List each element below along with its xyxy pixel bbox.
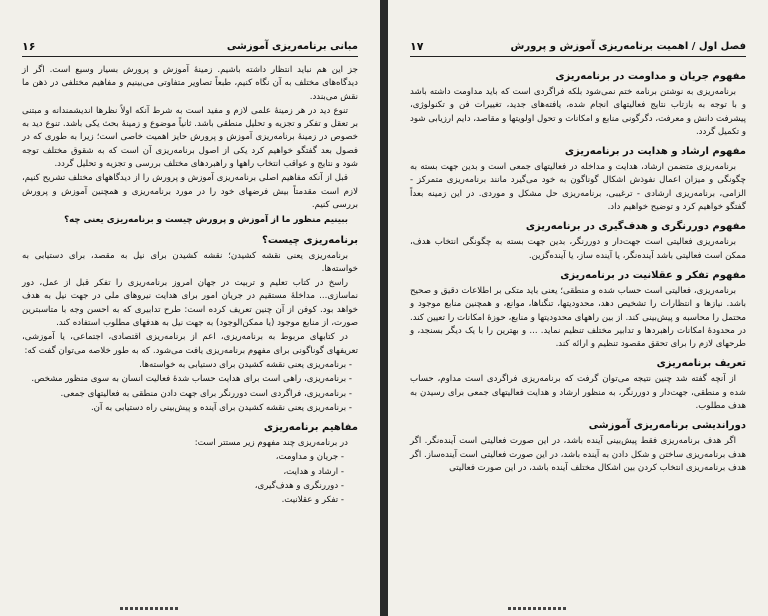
question-line: ببینیم منظور ما از آموزش و پرورش چیست و برنامه‌ریزی یعنی چه؟ bbox=[64, 215, 348, 226]
section-heading: مفهوم جریان و مداومت در برنامه‌ریزی bbox=[555, 71, 746, 82]
paragraph: اگر هدف برنامه‌ریزی فقط پیش‌بینی آینده باشد، در این صورت فعالیتی است آینده‌نگر. اگر هدف برنامه‌ریزی ساختن و شکل دادن به آینده باشد، در این صورت فعالیتی است آینده‌ساز. اگر هدف برنامه‌ریزی انتخاب کردن بین اشکال مختلف آینده باشد، در این صورت فعالیتی bbox=[410, 436, 746, 473]
bullet-item: - برنامه‌ریزی، راهی است برای هدایت حساب شدهٔ فعالیت انسان به سوی منظور مشخص. bbox=[31, 374, 352, 385]
running-title: فصل اول / اهمیت برنامه‌ریزی آموزش و پرورش bbox=[510, 41, 746, 52]
paragraph: برنامه‌ریزی به نوشتن برنامه ختم نمی‌شود بلکه فراگردی است که باید مداومت داشته باشد و با توجه به بازتاب نتایج فعالیتهای انجام شده، یافته‌های جدید، تغییرات فن و تکنولوژی، پیشرفت دانش و معرفت، دگرگونی منابع و امکانات و تحول اولویتها و مقاصد، دایم ارزیابی شود و تکمیل گردد. bbox=[410, 87, 746, 137]
concept-item: - دوررنگری و هدف‌گیری، bbox=[254, 481, 344, 492]
paragraph: از آنچه گفته شد چنین نتیجه می‌توان گرفت که برنامه‌ریزی فراگردی است مداوم، حساب شده و منطقی، جهت‌دار و دوررنگر، به منظور ارشاد و هدایت فعالیتهای جمعی برای رسیدن به هدف مطلوب. bbox=[410, 374, 746, 412]
section-heading: تعریف برنامه‌ریزی bbox=[656, 358, 746, 370]
concept-item: - جریان و مداومت، bbox=[275, 452, 344, 463]
bottom-rule bbox=[120, 607, 180, 610]
right-page bbox=[388, 0, 768, 616]
left-page-header bbox=[22, 40, 358, 57]
left-page-body bbox=[22, 64, 358, 509]
paragraph: برنامه‌ریزی، فعالیتی است حساب شده و منطقی؛ یعنی باید متکی بر اطلاعات دقیق و صحیح باشد. نیازها و انتظارات را تشخیص دهد، محدودیتها، تنگناها، موانع، و همچنین منابع موجود و محتمل را محاسبه و پیش‌بینی کند. از بین راههای محدودیتها و منابع، حوزهٔ امکانات را تعیین کند. در محدودهٔ امکانات راهبردها و تدابیر مختلف تنظیم نماید. ... و بهترین را با یک دیگر بسنجد، و طرحهای لازم را برای تحقق مقصود تنظیم و ارائه کند. bbox=[410, 285, 746, 350]
concept-item: - تفکر و عقلانیت. bbox=[281, 495, 344, 506]
section-heading: برنامه‌ریزی چیست؟ bbox=[262, 234, 358, 246]
section-heading: مفاهیم برنامه‌ریزی bbox=[263, 422, 358, 434]
bullet-item: - برنامه‌ریزی یعنی نقشه کشیدن برای آینده و پیش‌بینی راه دستیابی به آن. bbox=[90, 402, 352, 413]
paragraph: راسخ در کتاب تعلیم و تربیت در جهان امروز برنامه‌ریزی را تفکر قبل از عمل، دور نماسازی... مداخلهٔ مستقیم در جریان امور برای هدایت نیروهای ملی در جهت نیل به هدف خواهد بود. کوفن از آن چنین تعریف کرده است: طرح تدابیری که به احسن وجه با متاسبترین صورت، از منابع موجود (یا ممکن‌الوجود) به جهت نیل به هدفهای مطلوب استفاده کند. bbox=[22, 278, 358, 329]
bullet-item: - برنامه‌ریزی، فراگردی است دوررنگر برای جهت دادن منطقی به فعالیتهای جمعی. bbox=[60, 388, 352, 399]
book-gutter bbox=[380, 0, 388, 616]
section-heading: مفهوم دوررنگری و هدف‌گیری در برنامه‌ریزی bbox=[525, 221, 746, 233]
paragraph: برنامه‌ریزی فعالیتی است جهت‌دار و دوررنگر، بدین جهت بسته به چگونگی انتخاب هدف، ممکن است فعالیتی باشد آینده‌نگر، یا آینده ساز، یا آینده‌گزین. bbox=[410, 237, 746, 261]
page-number: ۱۶ bbox=[22, 40, 36, 53]
paragraph: تنوع دید در هر زمینهٔ علمی لازم و مفید است به شرط آنکه اولاً نظرها اندیشمندانه و مبتنی بر تعقل و تفکر و تجزیه و تحلیل منطقی باشد. ثانیاً موضوع و زمینهٔ بحث یکی باشد. تنوع دید به خصوص در زمینهٔ برنامه‌ریزی آموزش و پرورش حایز اهمیت خاصی است؛ زیرا به طوری که در فصول بعد گفتگو خواهیم کرد یکی از اصول برنامه‌ریزی آن است که به شقوق مختلف توجه شود و نتایج و عواقب انتخاب راهها و راهبردهای مختلف بررسی و تجزیه و تحلیل گردد. bbox=[22, 105, 358, 170]
paragraph: برنامه‌ریزی متضمن ارشاد، هدایت و مداخله در فعالیتهای جمعی است و بدین جهت بسته به چگونگی و میزان اعمال نفوذش اشکال گوناگون به خود می‌گیرد مانند برنامه‌ریزی متمرکز - الزامی، برنامه‌ریزی ارشادی - ترغیبی، برنامه‌ریزی حل مشکل و موردی. در این زمینه بعداً گفتگو خواهیم کرد و توضیح خواهیم داد. bbox=[410, 162, 746, 213]
running-title: مبانی برنامه‌ریزی آموزشی bbox=[226, 41, 358, 52]
section-heading: مفهوم ارشاد و هدایت در برنامه‌ریزی bbox=[564, 146, 746, 158]
paragraph: جز این هم نباید انتظار داشته باشیم. زمینهٔ آموزش و پرورش بسیار وسیع است. اگر از دیدگاه‌های مختلف به آن نگاه کنیم، طبعاً تصاویر متفاوتی می‌بینیم و مفاهیم مختلفی در ذهن ما نقش می‌بندد. bbox=[22, 65, 358, 102]
section-heading: دوراندیشی برنامه‌ریزی آموزشی bbox=[588, 420, 746, 432]
page-number: ۱۷ bbox=[410, 40, 424, 53]
concept-item: - ارشاد و هدایت، bbox=[283, 466, 344, 477]
bullet-item: - برنامه‌ریزی یعنی نقشه کشیدن برای دستیابی به خواسته‌ها. bbox=[139, 359, 352, 370]
bottom-rule bbox=[508, 607, 568, 610]
right-page-header bbox=[410, 40, 746, 57]
section-heading: مفهوم تفکر و عقلانیت در برنامه‌ریزی bbox=[560, 269, 746, 281]
right-page-body bbox=[410, 64, 746, 476]
paragraph: در برنامه‌ریزی چند مفهوم زیر مستتر است: bbox=[194, 438, 348, 449]
left-page bbox=[0, 0, 380, 616]
paragraph: برنامه‌ریزی یعنی نقشه کشیدن؛ نقشه کشیدن برای نیل به مقصد، برای دستیابی به خواسته‌ها. bbox=[22, 250, 358, 274]
paragraph: در کتابهای مربوط به برنامه‌ریزی، اعم از برنامه‌ریزی اقتصادی، اجتماعی، یا آموزشی، تعریفهای گوناگونی برای مفهوم برنامه‌ریزی یافت می‌شود. که به طور خلاصه می‌توان گفت که: bbox=[22, 332, 358, 356]
paragraph: قبل از آنکه مفاهیم اصلی برنامه‌ریزی آموزش و پرورش را از دیدگاههای مختلف تشریح کنیم، لازم است مقدمتاً بیش فرضهای خود را در مورد برنامه‌ریزی و همچنین آموزش و پرورش بررسی کنیم. bbox=[22, 173, 358, 210]
